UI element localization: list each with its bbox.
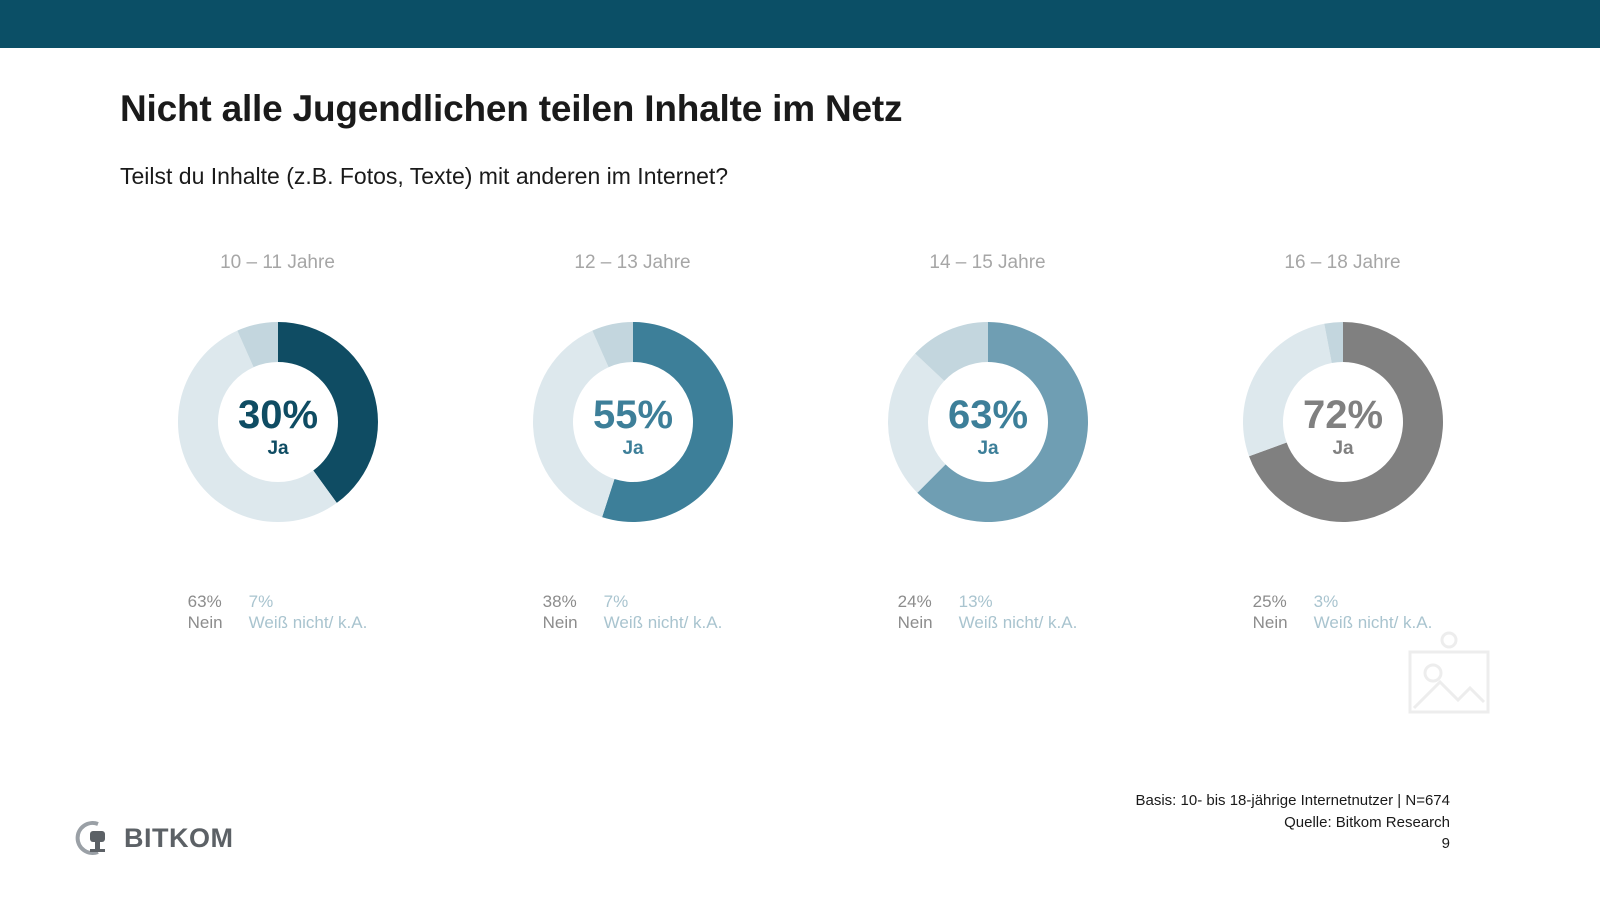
image-placeholder-icon: [1400, 630, 1498, 718]
donut-svg: [168, 312, 388, 532]
page-title: Nicht alle Jugendlichen teilen Inhalte im Netz: [120, 88, 903, 129]
footer-source: Quelle: Bitkom Research: [1284, 813, 1450, 831]
center-label: Ja: [266, 438, 289, 459]
legend-value-nein: 25%: [1252, 592, 1287, 611]
legend-label-nein: Nein: [1252, 612, 1288, 632]
top-accent-bar: [0, 0, 1600, 48]
donut-svg: [523, 312, 743, 532]
footer-basis: Basis: 10- bis 18-jährige Internetnutzer | N=674: [1135, 792, 1450, 809]
legend-value-nein: 63%: [187, 592, 222, 611]
legend-item-nein: [543, 592, 578, 633]
donut-12-13: [523, 312, 743, 532]
center-percent: 63%: [947, 393, 1028, 437]
bitkom-logo: [68, 818, 233, 858]
chart-column-16-18: [1165, 240, 1520, 660]
legend-12-13: [455, 592, 810, 633]
legend-item-weiss-nicht: [959, 592, 1078, 633]
center-percent: 30%: [237, 393, 318, 437]
legend-value-weiss-nicht: 7%: [603, 592, 629, 611]
legend-value-nein: 24%: [897, 592, 932, 611]
picture-icon: [1400, 630, 1498, 718]
donut-chart-group: [100, 240, 1520, 660]
bitkom-mark-icon: [68, 818, 114, 858]
donut-14-15: [878, 312, 1098, 532]
chart-column-10-11: [100, 240, 455, 660]
legend-item-nein: [1253, 592, 1288, 633]
legend-label-nein: Nein: [542, 612, 578, 632]
chart-column-14-15: [810, 240, 1165, 660]
legend-item-weiss-nicht: [249, 592, 368, 633]
legend-value-weiss-nicht: 3%: [1313, 592, 1339, 611]
center-label: Ja: [976, 438, 999, 459]
legend-label-weiss-nicht: Weiß nicht/ k.A.: [958, 612, 1078, 632]
page-subtitle: Teilst du Inhalte (z.B. Fotos, Texte) mit anderen im Internet?: [120, 163, 729, 189]
donut-16-18: [1233, 312, 1453, 532]
legend-item-weiss-nicht: [1314, 592, 1433, 633]
age-label: 10 – 11 Jahre: [220, 252, 335, 273]
center-percent: 55%: [592, 393, 673, 437]
footer-note: [1136, 790, 1451, 834]
bitkom-logo-text: BITKOM: [124, 822, 234, 853]
center-label: Ja: [621, 438, 644, 459]
legend-label-weiss-nicht: Weiß nicht/ k.A.: [603, 612, 723, 632]
donut-10-11: [168, 312, 388, 532]
legend-14-15: [810, 592, 1165, 633]
legend-value-weiss-nicht: 13%: [958, 592, 993, 611]
legend-item-weiss-nicht: [604, 592, 723, 633]
legend-item-nein: [898, 592, 933, 633]
legend-value-nein: 38%: [542, 592, 577, 611]
legend-item-nein: [188, 592, 223, 633]
legend-label-weiss-nicht: Weiß nicht/ k.A.: [248, 612, 368, 632]
legend-label-nein: Nein: [897, 612, 933, 632]
center-percent: 72%: [1302, 393, 1383, 437]
chart-column-12-13: [455, 240, 810, 660]
center-label: Ja: [1331, 438, 1354, 459]
legend-16-18: [1165, 592, 1520, 633]
slice-nein: [888, 354, 946, 493]
donut-svg: [878, 312, 1098, 532]
legend-10-11: [100, 592, 455, 633]
age-label: 12 – 13 Jahre: [574, 252, 691, 273]
legend-label-nein: Nein: [187, 612, 223, 632]
legend-value-weiss-nicht: 7%: [248, 592, 274, 611]
age-label: 16 – 18 Jahre: [1284, 252, 1401, 273]
donut-svg: [1233, 312, 1453, 532]
page-number: 9: [1441, 835, 1450, 852]
age-label: 14 – 15 Jahre: [929, 252, 1046, 273]
legend-label-weiss-nicht: Weiß nicht/ k.A.: [1313, 612, 1433, 632]
